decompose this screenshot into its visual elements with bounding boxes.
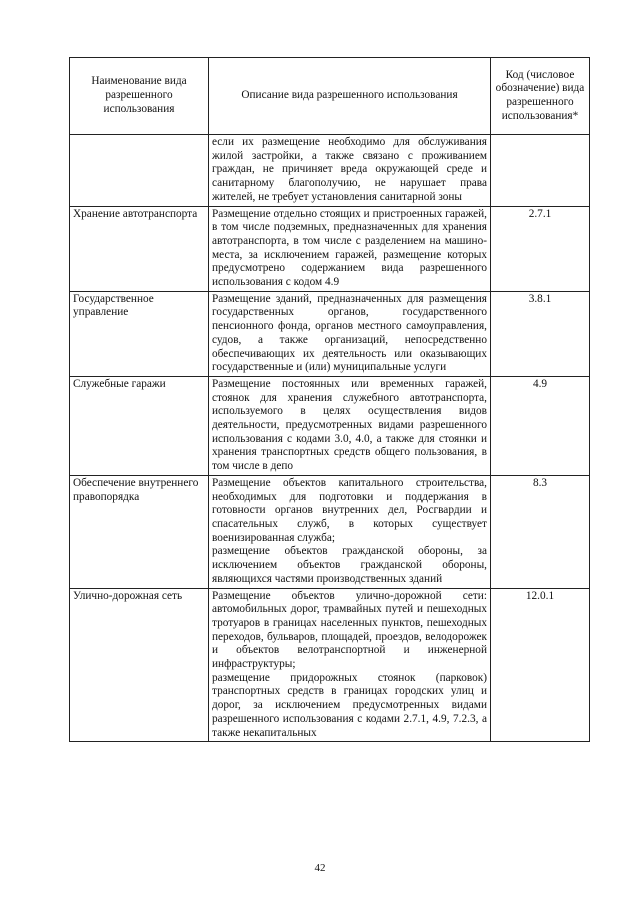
- row-name: Обеспечение внутреннего правопорядка: [70, 475, 209, 588]
- description-paragraph: Размещение объектов капитального строительства, необходимых для подготовки и поддержания в готовности органов внутренних дел, Росгвардии и спасательных служб, в которых существует военизированная служба;: [212, 476, 487, 544]
- row-code: 3.8.1: [491, 291, 590, 376]
- description-paragraph: Размещение отдельно стоящих и пристроенных гаражей, в том числе подземных, предназначенных для хранения автотранспорта, в том числе с разделением на машино-места, за исключением гаражей, размещение которых предусмотрено содержанием вида разрешенного использования с кодом 4.9: [212, 207, 487, 289]
- row-name: Государственное управление: [70, 291, 209, 376]
- header-code: Код (числовое обозначение) вида разрешенного использования*: [491, 58, 590, 135]
- land-use-table: [69, 57, 590, 742]
- description-paragraph: если их размещение необходимо для обслуживания жилой застройки, а также связано с проживанием граждан, не причиняет вреда окружающей среде и санитарному благополучию, не нарушает права жителей, не требует установления санитарной зоны: [212, 136, 487, 203]
- row-description: [209, 475, 491, 588]
- row-description: [209, 376, 491, 475]
- row-description: [209, 135, 491, 207]
- row-description: [209, 291, 491, 376]
- row-code: 8.3: [491, 475, 590, 588]
- row-code: [491, 135, 590, 207]
- table-row: [70, 376, 590, 475]
- description-paragraph: размещение придорожных стоянок (парковок) транспортных средств в границах городских улиц и дорог, за исключением предусмотренных видами разрешенного использования с кодами 2.7.1, 4.9, 7.2.3, а также некапитальных: [212, 671, 487, 739]
- row-description: [209, 588, 491, 742]
- description-paragraph: Размещение зданий, предназначенных для размещения государственных органов, государственного пенсионного фонда, органов местного самоуправления, судов, а также организаций, непосредственно обеспечивающих их деятельность или оказывающих государственные и (или) муниципальные услуги: [212, 292, 487, 374]
- row-code: 12.0.1: [491, 588, 590, 742]
- row-name: Хранение автотранспорта: [70, 206, 209, 291]
- table-row: [70, 206, 590, 291]
- row-name: Улично-дорожная сеть: [70, 588, 209, 742]
- table-row: [70, 291, 590, 376]
- row-name: Служебные гаражи: [70, 376, 209, 475]
- header-description: Описание вида разрешенного использования: [209, 58, 491, 135]
- page-number: 42: [314, 862, 326, 874]
- description-paragraph: размещение объектов гражданской обороны, за исключением объектов гражданской обороны, являющихся частями производственных зданий: [212, 545, 487, 585]
- table-row: [70, 475, 590, 588]
- header-name: Наименование вида разрешенного использования: [70, 58, 209, 135]
- row-description: [209, 206, 491, 291]
- row-code: 4.9: [491, 376, 590, 475]
- description-paragraph: Размещение объектов улично-дорожной сети: автомобильных дорог, трамвайных путей и пешеходных тротуаров в границах населенных пунктов, пешеходных переходов, бульваров, площадей, проездов, велодорожек и объектов велотранспортной и инженерной инфраструктуры;: [212, 589, 487, 671]
- row-name: [70, 135, 209, 207]
- table-row: [70, 588, 590, 742]
- table-header-row: [70, 58, 590, 135]
- table-row: [70, 135, 590, 207]
- row-code: 2.7.1: [491, 206, 590, 291]
- description-paragraph: Размещение постоянных или временных гаражей, стоянок для хранения служебного автотранспорта, используемого в целях осуществления видов деятельности, предусмотренных видами разрешенного использования с кодами 3.0, 4.0, а также для стоянки и хранения транспортных средств общего пользования, в том числе в депо: [212, 377, 487, 473]
